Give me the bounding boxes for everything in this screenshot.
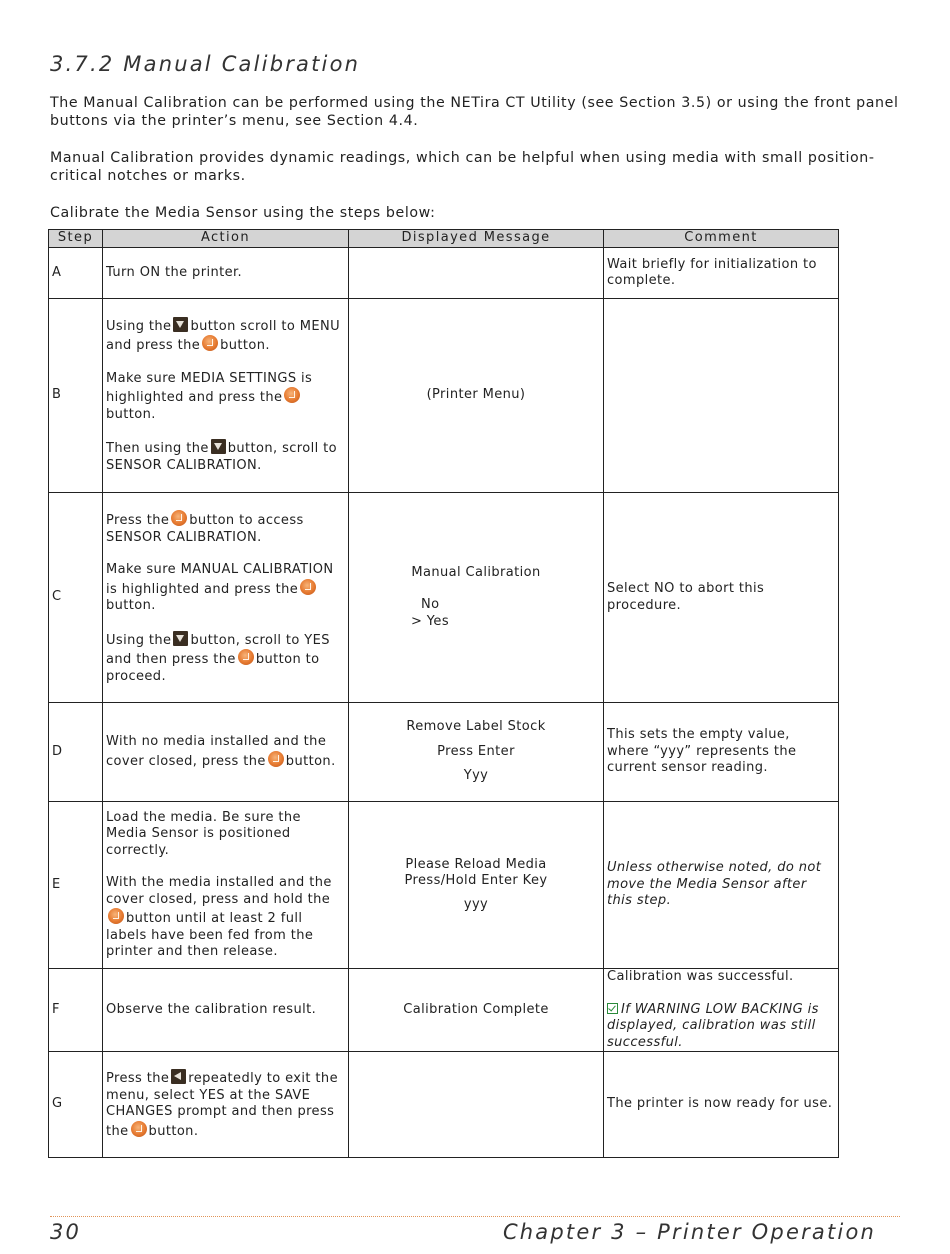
action-text: repeatedly to exit the menu, select YES at the SAVE CHANGES prompt and then press the	[106, 1071, 338, 1139]
action-paragraph	[106, 317, 345, 355]
footer-divider	[50, 1216, 900, 1217]
action-text: Using the	[106, 318, 172, 334]
enter-button-icon	[268, 751, 284, 767]
action-paragraph	[106, 631, 345, 686]
action-text: With the media installed and the cover closed, press and hold the	[106, 875, 332, 907]
action-cell	[103, 299, 349, 493]
table-row-a	[49, 248, 839, 299]
message-line: Manual Calibration	[411, 564, 541, 580]
header-action: Action	[103, 230, 349, 248]
comment-line: Calibration was successful.	[607, 969, 794, 984]
enter-button-icon	[108, 908, 124, 924]
action-text: button.	[285, 753, 336, 769]
action-cell	[103, 703, 349, 802]
message-line: Yyy	[463, 768, 489, 784]
comment-cell	[604, 969, 839, 1052]
page-number: 30	[50, 1220, 82, 1244]
action-paragraph	[106, 439, 345, 474]
step-label: A	[49, 248, 103, 299]
action-text: Then using the	[106, 441, 209, 457]
comment-text: If WARNING LOW BACKING is displayed, calibration was still successful.	[607, 1001, 819, 1050]
step-label: G	[49, 1052, 103, 1158]
message-line: Press/Hold Enter Key	[404, 873, 548, 889]
action-text: button, scroll to SENSOR CALIBRATION.	[106, 441, 338, 473]
message-cell	[349, 493, 604, 703]
action-text: Make sure MEDIA SETTINGS is highlighted and press the	[106, 370, 313, 406]
down-arrow-button-icon	[211, 439, 226, 454]
action-paragraph: Load the media. Be sure the Media Sensor is positioned correctly.	[106, 809, 301, 858]
message-line: Please Reload Media	[405, 856, 547, 872]
table-row-e	[49, 802, 839, 969]
action-text: button scroll to MENU and press the	[106, 318, 341, 354]
step-label: C	[49, 493, 103, 703]
action-cell	[103, 493, 349, 703]
step-label: E	[49, 802, 103, 969]
table-row-g	[49, 1052, 839, 1158]
table-header-row	[49, 230, 839, 248]
enter-button-icon	[300, 579, 316, 595]
comment-cell	[604, 299, 839, 493]
message-cell	[349, 802, 604, 969]
action-text: button to access SENSOR CALIBRATION.	[106, 513, 304, 545]
enter-button-icon	[284, 387, 300, 403]
action-paragraph	[106, 510, 345, 546]
enter-button-icon	[171, 510, 187, 526]
action-paragraph	[106, 875, 345, 961]
action-text: Using the	[106, 632, 172, 648]
action-cell	[103, 802, 349, 969]
comment-cell: Wait briefly for initialization to complete.	[604, 248, 839, 299]
table-row-f	[49, 969, 839, 1052]
message-cell	[349, 1052, 604, 1158]
header-step: Step	[49, 230, 103, 248]
step-label: D	[49, 703, 103, 802]
action-text: button, scroll to YES and then press the	[106, 632, 330, 667]
checkbox-icon	[607, 1003, 618, 1014]
message-cell: (Printer Menu)	[349, 299, 604, 493]
enter-button-icon	[131, 1121, 147, 1137]
comment-line	[607, 1002, 835, 1052]
message-cell	[349, 703, 604, 802]
header-displayed-message: Displayed Message	[349, 230, 604, 248]
message-option-yes: > Yes	[410, 613, 449, 629]
action-text: button until at least 2 full labels have been fed from the printer and then release.	[106, 911, 314, 959]
comment-cell: The printer is now ready for use.	[604, 1052, 839, 1158]
action-paragraph	[106, 562, 345, 615]
left-arrow-button-icon	[171, 1069, 186, 1084]
action-text: Press the	[106, 1071, 170, 1086]
step-label: F	[49, 969, 103, 1052]
comment-cell: Select NO to abort this procedure.	[604, 493, 839, 703]
action-cell: Turn ON the printer.	[103, 248, 349, 299]
action-text: button.	[106, 598, 156, 613]
enter-button-icon	[202, 335, 218, 351]
comment-cell: This sets the empty value, where “yyy” represents the current sensor reading.	[604, 703, 839, 802]
chapter-title: Chapter 3 – Printer Operation	[502, 1220, 876, 1244]
message-line: Remove Label Stock	[406, 719, 546, 735]
down-arrow-button-icon	[173, 317, 188, 332]
action-text: Make sure MANUAL CALIBRATION is highlighted and press the	[106, 562, 334, 597]
table-row-b	[49, 299, 839, 493]
message-option-no: No	[420, 597, 440, 613]
message-cell	[349, 248, 604, 299]
section-heading: 3.7.2 Manual Calibration	[50, 52, 361, 76]
message-cell: Calibration Complete	[349, 969, 604, 1052]
action-text: button.	[220, 338, 270, 354]
table-row-d	[49, 703, 839, 802]
action-text: button.	[148, 1123, 199, 1139]
step-label: B	[49, 299, 103, 493]
action-text: button.	[106, 406, 156, 422]
table-row-c	[49, 493, 839, 703]
action-cell	[103, 1052, 349, 1158]
comment-cell: Unless otherwise noted, do not move the Media Sensor after this step.	[604, 802, 839, 969]
message-line: Press Enter	[437, 743, 515, 759]
intro-paragraph: The Manual Calibration can be performed using the NETira CT Utility (see Section 3.5) or using the front panel buttons via the printer’s menu, see Section 4.4.	[50, 95, 899, 129]
action-paragraph	[106, 371, 345, 424]
dynamic-readings-paragraph: Manual Calibration provides dynamic readings, which can be helpful when using media with small position-critical notches or marks.	[50, 150, 875, 184]
enter-button-icon	[238, 649, 254, 665]
action-text: Press the	[106, 513, 170, 528]
action-text: With no media installed and the cover closed, press the	[106, 734, 327, 769]
steps-intro-paragraph: Calibrate the Media Sensor using the steps below:	[50, 205, 436, 221]
calibration-steps-table	[48, 229, 839, 1158]
header-comment: Comment	[604, 230, 839, 248]
message-line: yyy	[463, 896, 489, 912]
action-cell: Observe the calibration result.	[103, 969, 349, 1052]
action-text: button to proceed.	[106, 652, 320, 684]
down-arrow-button-icon	[173, 631, 188, 646]
